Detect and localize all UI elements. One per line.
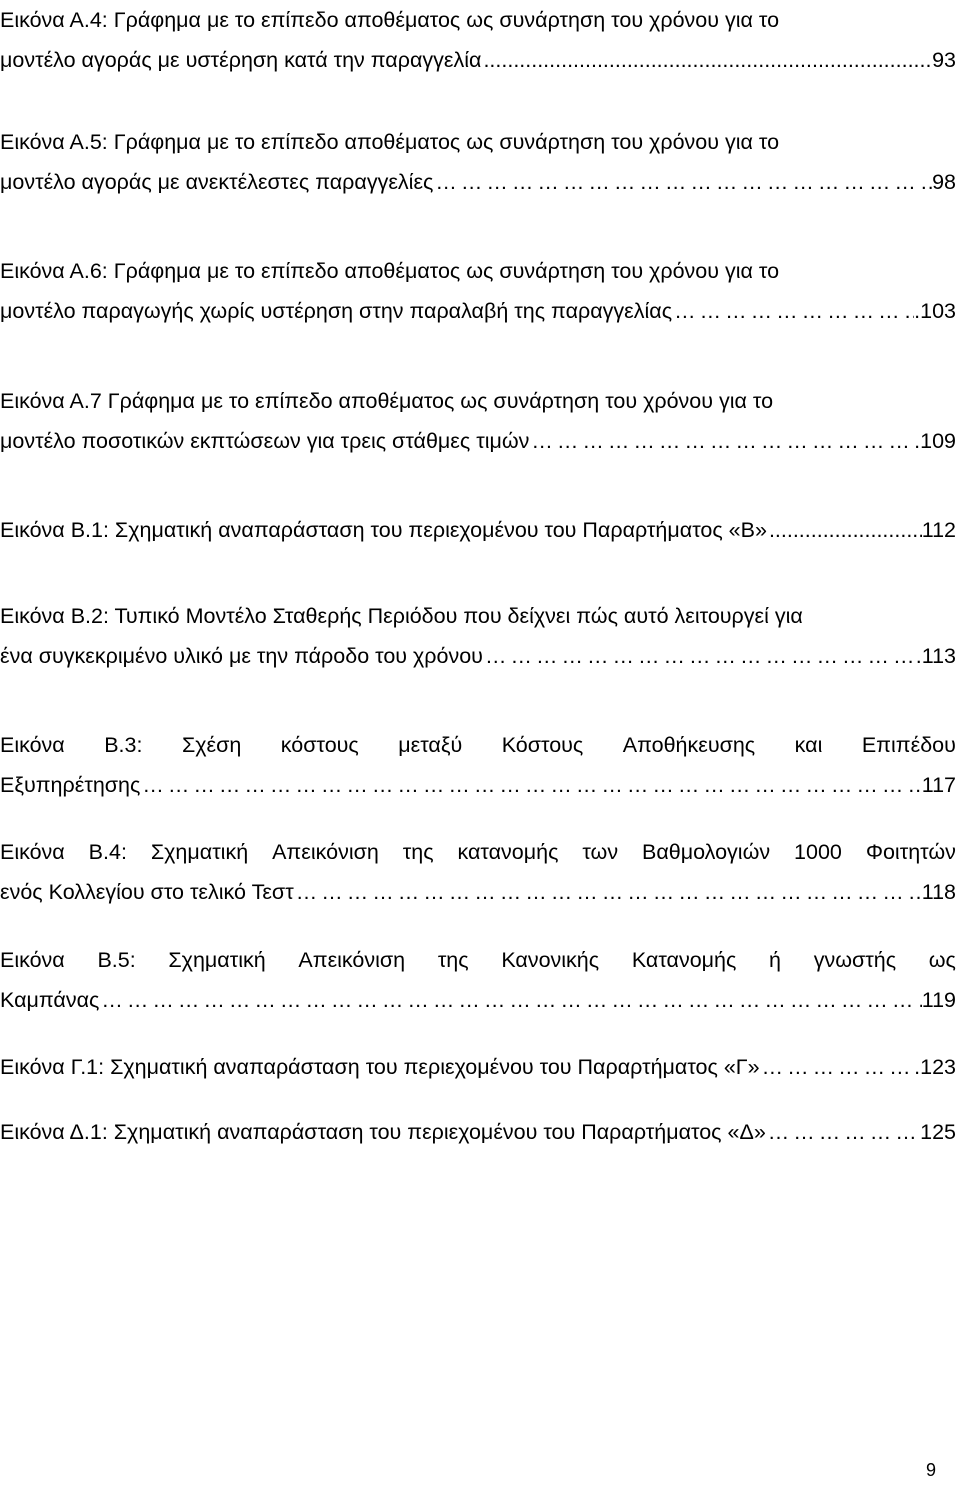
entry-title-line1: Εικόνα Α.5: Γράφημα με το επίπεδο αποθέματος ως συνάρτηση του χρόνου για το [0, 130, 780, 154]
entry-title-text: μοντέλο ποσοτικών εκπτώσεων για τρεις στάθμες τιμών [0, 429, 530, 453]
entry-title-text: ενός Κολλεγίου στο τελικό Τεστ [0, 880, 294, 904]
entry-word: Αποθήκευσης [622, 733, 756, 757]
entry-word: της [437, 948, 469, 972]
toc-entry [0, 0, 956, 80]
entry-title-text: ένα συγκεκριμένο υλικό με την πάροδο του χρόνου [0, 644, 483, 668]
entry-word: Β.5: [97, 948, 136, 972]
page-ref: 125 [920, 1120, 956, 1144]
dot-leader [767, 510, 922, 550]
entry-title-text: Εικόνα Γ.1: Σχηματική αναπαράσταση του περιεχομένου του Παραρτήματος «Γ» [0, 1055, 760, 1079]
entry-word: Επιπέδου [861, 733, 956, 757]
entry-word: Απεικόνιση [298, 948, 406, 972]
entry-title-line2 [0, 40, 956, 80]
page-ref: 119 [921, 988, 956, 1012]
entry-word: 1000 [794, 840, 842, 864]
toc-entry [0, 596, 956, 676]
entry-title-text: Εικόνα Δ.1: Σχηματική αναπαράσταση του περιεχομένου του Παραρτήματος «Δ» [0, 1120, 766, 1144]
page-ref: 117 [921, 773, 956, 797]
entry-title-line2 [0, 765, 956, 805]
entry-word: Εικόνα [0, 840, 65, 864]
entry-word: κατανομής [457, 840, 559, 864]
entry-word: κόστους [280, 733, 359, 757]
entry-title-text: Εικόνα Β.1: Σχηματική αναπαράσταση του περιεχομένου του Παραρτήματος «Β» [0, 518, 767, 542]
toc-entry [0, 940, 956, 1020]
dot-leader [483, 636, 916, 676]
entry-title-line1 [0, 1047, 956, 1087]
entry-word: Σχηματική [150, 840, 249, 864]
entry-word: και [794, 733, 823, 757]
entry-word: Εικόνα [0, 733, 65, 757]
page-ref: .103 [914, 299, 956, 323]
entry-title-line1 [0, 940, 956, 980]
toc-entry [0, 1047, 956, 1087]
entry-title-line1 [0, 832, 956, 872]
entry-title-line2 [0, 980, 956, 1020]
entry-title-text: Εξυπηρέτησης [0, 773, 141, 797]
dot-leader [99, 980, 921, 1020]
entry-title-line1: Εικόνα Α.4: Γράφημα με το επίπεδο αποθέματος ως συνάρτηση του χρόνου για το [0, 8, 780, 32]
entry-title-line2 [0, 636, 956, 676]
page-ref: .123 [914, 1055, 956, 1079]
entry-title-line1 [0, 1112, 956, 1152]
dot-leader [529, 421, 914, 461]
entry-title-text: μοντέλο αγοράς με υστέρηση κατά την παραγγελία [0, 48, 482, 72]
entry-word: Κατανομής [631, 948, 737, 972]
page-ref: .109 [914, 429, 956, 453]
dot-leader [140, 765, 921, 805]
toc-entry [0, 251, 956, 331]
entry-title-line2 [0, 291, 956, 331]
entry-word: Κόστους [501, 733, 584, 757]
toc-entry [0, 510, 956, 550]
toc-entry [0, 725, 956, 805]
dot-leader [672, 291, 914, 331]
entry-word: Εικόνα [0, 948, 65, 972]
entry-title-line2 [0, 421, 956, 461]
dot-leader [760, 1047, 915, 1087]
entry-word: Σχέση [181, 733, 242, 757]
page-ref: 98 [932, 170, 956, 194]
page-ref: 118 [921, 880, 956, 904]
entry-title-line2 [0, 872, 956, 912]
entry-word: ως [928, 948, 956, 972]
dot-leader [294, 872, 922, 912]
entry-word: Β.4: [88, 840, 127, 864]
toc-entry [0, 832, 956, 912]
entry-word: Β.3: [104, 733, 143, 757]
entry-word: ή [769, 948, 782, 972]
entry-word: των [582, 840, 619, 864]
entry-title-line2 [0, 162, 956, 202]
toc-entry [0, 122, 956, 202]
page-ref: .113 [915, 644, 956, 668]
entry-title-text: μοντέλο παραγωγής χωρίς υστέρηση στην παραλαβή της παραγγελίας [0, 299, 673, 323]
entry-word: γνωστής [813, 948, 897, 972]
page-ref: 112 [921, 518, 956, 542]
toc-entry [0, 381, 956, 461]
toc-entry [0, 1112, 956, 1152]
entry-word: Απεικόνιση [272, 840, 379, 864]
entry-title-line1: Εικόνα Β.2: Τυπικό Μοντέλο Σταθερής Περιόδου που δείχνει πώς αυτό λειτουργεί για [0, 604, 803, 628]
entry-title-line1 [0, 725, 956, 765]
dot-leader [766, 1112, 920, 1152]
page-number: 9 [926, 1460, 937, 1480]
dot-leader [481, 40, 932, 80]
entry-word: Φοιτητών [865, 840, 956, 864]
entry-word: μεταξύ [398, 733, 463, 757]
entry-title-line1: Εικόνα Α.7 Γράφημα με το επίπεδο αποθέματος ως συνάρτηση του χρόνου για το [0, 389, 774, 413]
entry-word: Σχηματική [168, 948, 266, 972]
entry-word: Κανονικής [501, 948, 600, 972]
entry-word: Βαθμολογιών [642, 840, 771, 864]
page-ref: 93 [932, 48, 956, 72]
entry-title-line1: Εικόνα Α.6: Γράφημα με το επίπεδο αποθέματος ως συνάρτηση του χρόνου για το [0, 259, 780, 283]
entry-title-text: μοντέλο αγοράς με ανεκτέλεστες παραγγελίες [0, 170, 434, 194]
entry-title-line1 [0, 510, 956, 550]
entry-word: της [402, 840, 434, 864]
dot-leader [433, 162, 932, 202]
entry-title-text: Καμπάνας [0, 988, 100, 1012]
